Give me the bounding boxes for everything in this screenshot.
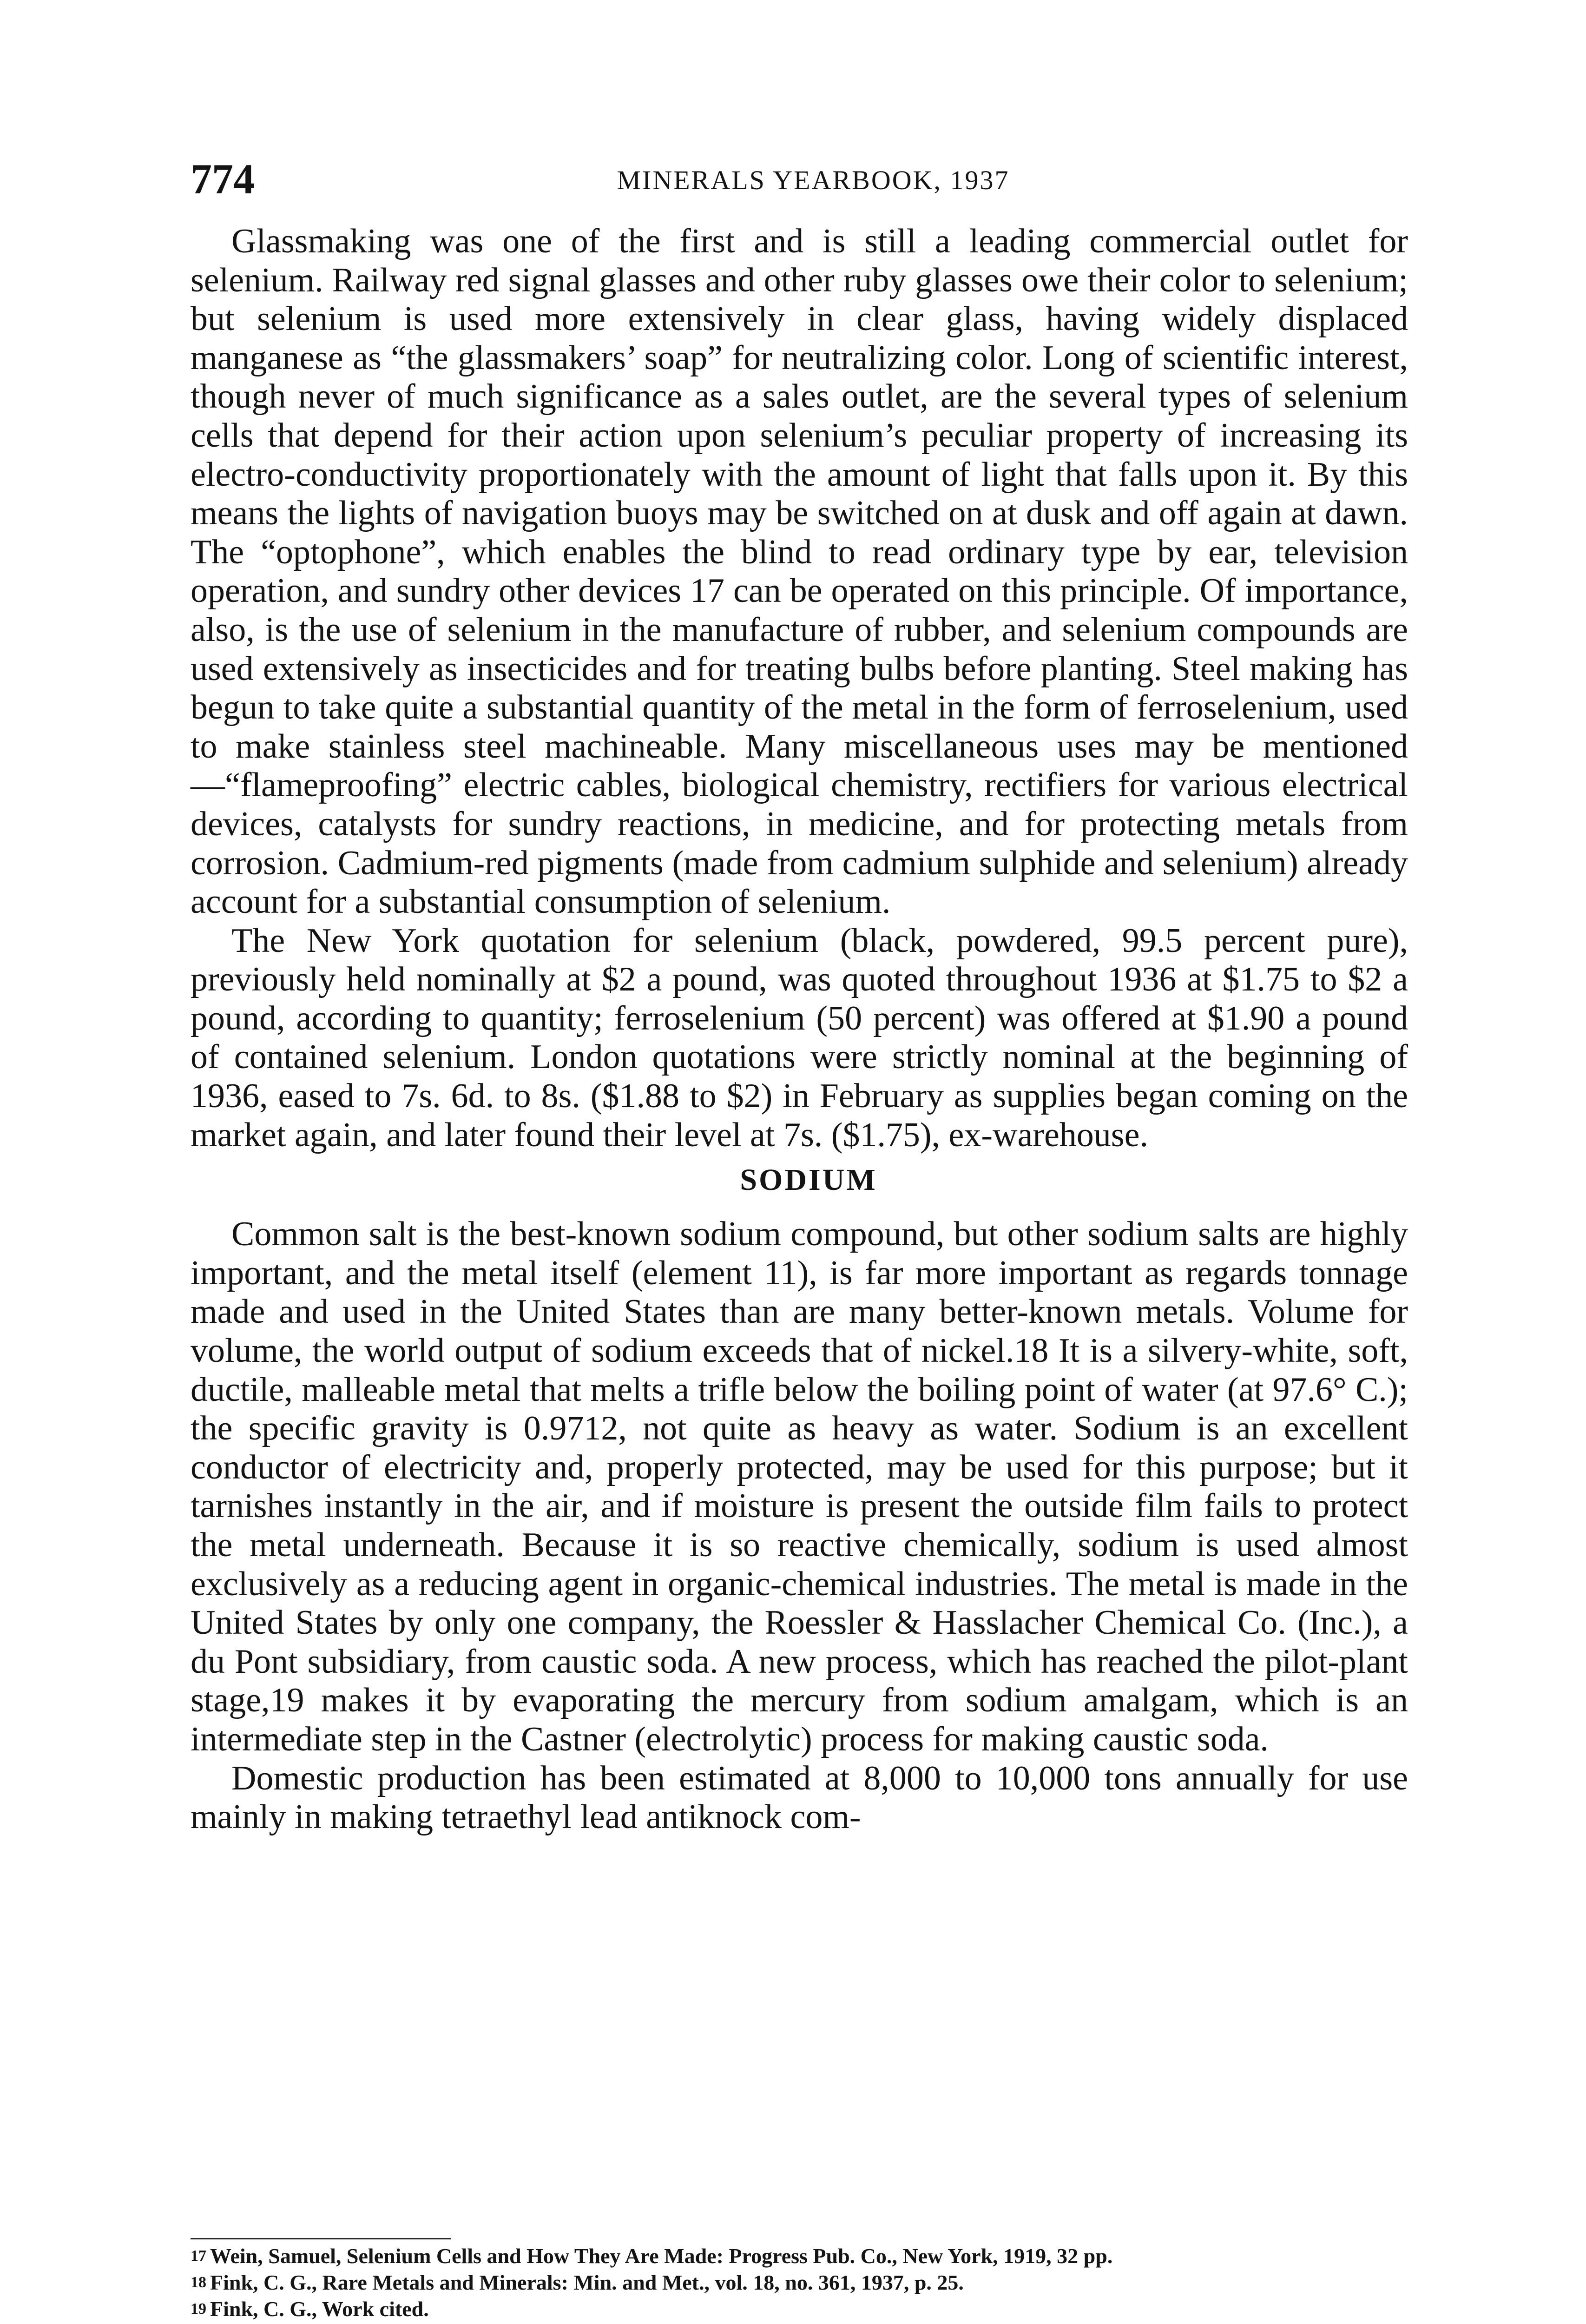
section-heading-sodium: SODIUM	[740, 1163, 877, 1197]
footnote-divider	[191, 2238, 451, 2239]
page-number: 774	[191, 155, 255, 203]
paragraph-selenium-uses: Glassmaking was one of the first and is still a leading commercial outlet for selenium. Railway red signal glasses and other ruby glasses owe their color to selenium; but selenium is used more extensively in clear glass, having widely displaced manganese as “the glassmakers’ soap” for neutralizing color. Long of scientific interest, though never of much significance as a sales outlet, are the several types of selenium cells that depend for their action upon selenium’s peculiar property of increasing its electro-conductivity proportionately with the amount of light that falls upon it. By this means the lights of navigation buoys may be switched on at dusk and off again at dawn. The “optophone”, which enables the blind to read ordinary type by ear, television operation, and sundry other devices 17 can be operated on this principle. Of importance, also, is the use of selenium in the manufacture of rubber, and selenium compounds are used extensively as insecticides and for treating bulbs before planting. Steel making has begun to take quite a substantial quantity of the metal in the form of ferroselenium, used to make stainless steel machineable. Many miscellaneous uses may be mentioned—“flameproofing” electric cables, biological chemistry, rectifiers for various electrical devices, catalysts for sundry reactions, in medicine, and for protecting metals from corrosion. Cadmium-red pigments (made from cadmium sulphide and selenium) already account for a substantial consumption of selenium.	[191, 222, 1408, 921]
footnote-17	[191, 2243, 1408, 2269]
footnote-mark: 17	[191, 2247, 206, 2265]
footnote-text: Fink, C. G., Rare Metals and Minerals: Min. and Met., vol. 18, no. 361, 1937, p. 25.	[210, 2271, 964, 2294]
paragraph-selenium-prices: The New York quotation for selenium (black, powdered, 99.5 percent pure), previously held nominally at $2 a pound, was quoted throughout 1936 at $1.75 to $2 a pound, according to quantity; ferroselenium (50 percent) was offered at $1.90 a pound of contained selenium. London quotations were strictly nominal at the beginning of 1936, eased to 7s. 6d. to 8s. ($1.88 to $2) in February as supplies began coming on the market again, and later found their level at 7s. ($1.75), ex-warehouse.	[191, 921, 1408, 1154]
paragraph-sodium-production: Domestic production has been estimated at 8,000 to 10,000 tons annually for use mainly in making tetraethyl lead antiknock com-	[191, 1759, 1408, 1836]
footnotes	[191, 2243, 1408, 2322]
footnote-mark: 18	[191, 2274, 206, 2291]
footnote-text: Fink, C. G., Work cited.	[210, 2297, 429, 2321]
footnote-mark: 19	[191, 2300, 206, 2317]
footnote-18	[191, 2269, 1408, 2296]
running-title: MINERALS YEARBOOK, 1937	[617, 165, 1010, 195]
paragraph-sodium-overview: Common salt is the best-known sodium compound, but other sodium salts are highly important, and the metal itself (element 11), is far more important as regards tonnage made and used in the United States than are many better-known metals. Volume for volume, the world output of sodium exceeds that of nickel.18 It is a silvery-white, soft, ductile, malleable metal that melts a trifle below the boiling point of water (at 97.6° C.); the specific gravity is 0.9712, not quite as heavy as water. Sodium is an excellent conductor of electricity and, properly protected, may be used for this purpose; but it tarnishes instantly in the air, and if moisture is present the outside film fails to protect the metal underneath. Because it is so reactive chemically, sodium is used almost exclusively as a reducing agent in organic-chemical industries. The metal is made in the United States by only one company, the Roessler & Hasslacher Chemical Co. (Inc.), a du Pont subsidiary, from caustic soda. A new process, which has reached the pilot-plant stage,19 makes it by evaporating the mercury from sodium amalgam, which is an intermediate step in the Castner (electrolytic) process for making caustic soda.	[191, 1215, 1408, 1758]
running-head	[191, 153, 1408, 205]
body-text	[191, 222, 1408, 1837]
footnote-text: Wein, Samuel, Selenium Cells and How They Are Made: Progress Pub. Co., New York, 1919, 32 pp.	[210, 2244, 1113, 2268]
footnote-19	[191, 2296, 1408, 2322]
